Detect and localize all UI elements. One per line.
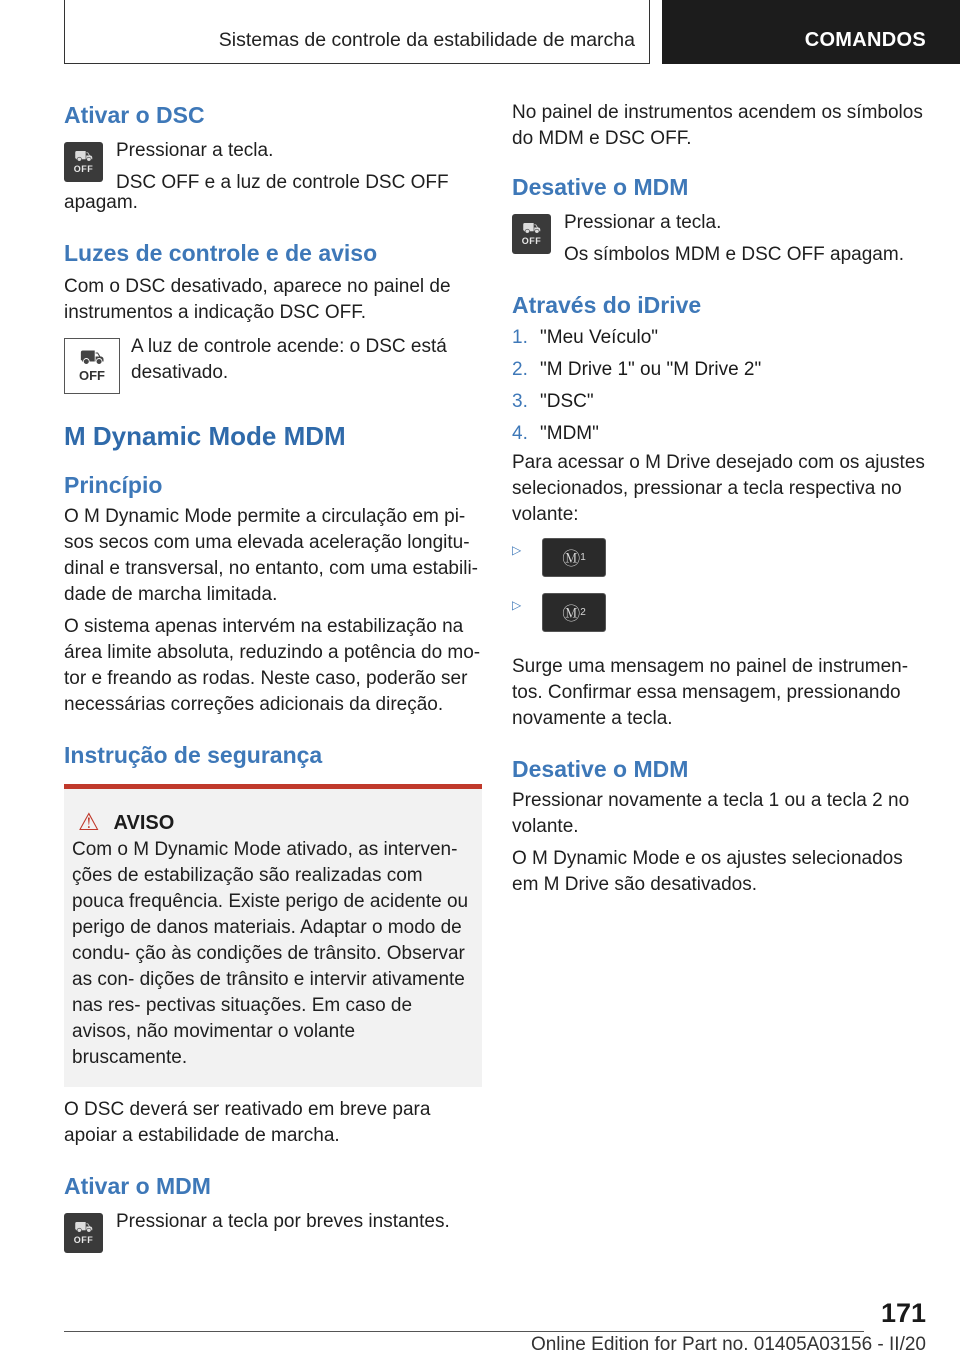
principio-p2: O sistema apenas intervém na estabilização na área limite absoluta, reduzindo a potência do mo‐ tor e freando as rodas. Neste caso, poderão ser necessárias correções adicionais da direção. xyxy=(64,616,481,715)
heading-ativar-dsc: Ativar o DSC xyxy=(64,102,205,128)
left-column xyxy=(64,100,482,1265)
seguranca-after: O DSC deverá ser reativado em breve para apoiar a estabilidade de marcha. xyxy=(64,1099,431,1146)
luzes-p1: Com o DSC desativado, aparece no painel de instrumentos a indicação DSC OFF. xyxy=(64,276,451,323)
dsc-off-button-icon: ⛟ OFF xyxy=(64,142,103,182)
desative1-block xyxy=(512,210,930,268)
m-buttons xyxy=(512,538,930,648)
bullet-arrow-icon: ▷ xyxy=(512,598,522,612)
heading-ativar-mdm: Ativar o MDM xyxy=(64,1173,211,1199)
m2-row xyxy=(512,593,930,648)
footer-edition: Online Edition for Part no. 01405A03156 - II/20 xyxy=(530,1334,926,1355)
step-item: 1. "Meu Veículo" xyxy=(512,327,659,348)
heading-seguranca: Instrução de segurança xyxy=(64,742,323,768)
right-intro: No painel de instrumentos acendem os símbolos do MDM e DSC OFF. xyxy=(512,102,923,149)
heading-luzes: Luzes de controle e de aviso xyxy=(64,240,378,266)
step-item: 2. "M Drive 1" ou "M Drive 2" xyxy=(512,359,762,380)
chapter-tab xyxy=(662,0,960,64)
ativar-dsc-p2-rest: apagam. xyxy=(64,192,138,213)
warning-title xyxy=(78,811,474,835)
heading-mdm: M Dynamic Mode MDM xyxy=(64,421,346,451)
warning-label: AVISO xyxy=(113,811,175,834)
desative2-p2: O M Dynamic Mode e os ajustes selecionados em M Drive são desativados. xyxy=(512,848,903,895)
ativar-dsc-p2-first: DSC OFF e a luz de controle DSC OFF xyxy=(116,172,449,193)
heading-desative-mdm-1: Desative o MDM xyxy=(512,174,689,200)
idrive-p1: Para acessar o M Drive desejado com os ajustes selecionados, pressionar a tecla respectiva no volante: xyxy=(512,452,925,525)
ativar-mdm-block xyxy=(64,1209,482,1265)
heading-desative-mdm-2: Desative o MDM xyxy=(512,756,689,782)
ativar-dsc-p1: Pressionar a tecla. xyxy=(116,140,274,161)
warning-box xyxy=(64,784,482,1087)
page-number: 171 xyxy=(880,1298,926,1328)
footer-divider xyxy=(64,1331,864,1332)
section-header xyxy=(64,0,650,64)
chapter-title: COMANDOS xyxy=(804,29,926,51)
principio-p1: O M Dynamic Mode permite a circulação em pi‐ sos secos com uma elevada aceleração longitu‐ dinal e transversal, no entanto, com uma estabili‐ dade de marcha limitada. xyxy=(64,506,478,605)
m1-row xyxy=(512,538,930,593)
ativar-mdm-p1: Pressionar a tecla por breves instantes. xyxy=(116,1211,450,1232)
desative1-p2: Os símbolos MDM e DSC OFF apagam. xyxy=(564,244,904,265)
step-item: 4. "MDM" xyxy=(512,423,599,444)
dsc-off-button-icon: ⛟ OFF xyxy=(64,1213,103,1253)
m2-button-icon: Ⓜ 2 xyxy=(542,593,606,632)
desative2-p1: Pressionar novamente a tecla 1 ou a tecla 2 no volante. xyxy=(512,790,910,837)
heading-principio: Princípio xyxy=(64,472,163,498)
section-title: Sistemas de controle da estabilidade de marcha xyxy=(218,29,635,51)
desative1-p1: Pressionar a tecla. xyxy=(564,212,722,233)
luzes-indicator-block xyxy=(64,334,482,398)
ativar-dsc-block xyxy=(64,138,482,196)
idrive-steps xyxy=(512,322,930,450)
right-column xyxy=(512,100,930,898)
warning-text: Com o M Dynamic Mode ativado, as interven‐ ções de estabilização são realizadas com pouca frequência. Existe perigo de acidente ou perigo de danos materiais. Adaptar o modo de condu‐ ção às condições de trânsito. Observar as con‐ dições de trânsito e intervir ativamente nas res‐ pectivas situações. Em caso de avisos, não movimentar o volante bruscamente. xyxy=(72,839,469,1068)
bullet-arrow-icon: ▷ xyxy=(512,543,522,557)
dsc-off-button-icon: ⛟ OFF xyxy=(512,214,551,254)
dsc-off-indicator-icon: ⛟ OFF xyxy=(64,338,120,394)
warning-triangle-icon: ⚠ xyxy=(78,809,100,836)
heading-idrive: Através do iDrive xyxy=(512,292,702,318)
luzes-p2: A luz de controle acende: o DSC está desativado. xyxy=(131,336,447,383)
m1-button-icon: Ⓜ 1 xyxy=(542,538,606,577)
step-item: 3. "DSC" xyxy=(512,391,594,412)
idrive-p2: Surge uma mensagem no painel de instrumen‐ tos. Confirmar essa mensagem, pressionando novamente a tecla. xyxy=(512,656,909,729)
